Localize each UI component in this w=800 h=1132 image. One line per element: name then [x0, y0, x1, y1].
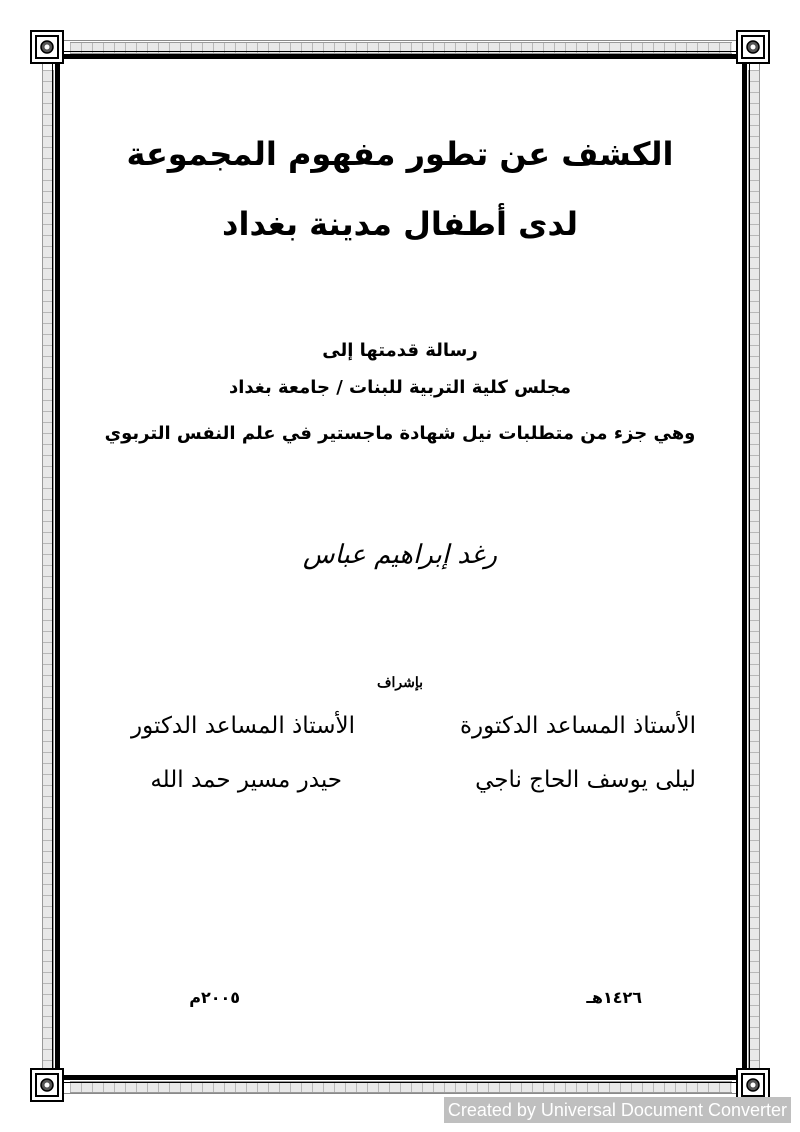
submission-purpose: وهي جزء من متطلبات نيل شهادة ماجستير في علم النفس التربوي [104, 423, 696, 444]
corner-ornament-icon [736, 30, 770, 64]
corner-ornament-icon [30, 30, 64, 64]
right-supervisor-rank: الأستاذ المساعد الدكتورة [459, 713, 696, 739]
thesis-title-line-2: لدى أطفال مدينة بغداد [222, 205, 578, 243]
thesis-title-line-1: الكشف عن تطور مفهوم المجموعة [126, 135, 674, 173]
submission-intro: رسالة قدمتها إلى [322, 340, 478, 361]
left-supervisor-name: حيدر مسير حمد الله [150, 767, 342, 793]
right-supervisor-name: ليلى يوسف الحاج ناجي [475, 767, 696, 793]
converter-watermark: Created by Universal Document Converter [444, 1097, 791, 1123]
corner-ornament-icon [30, 1068, 64, 1102]
border-strip-top [70, 42, 732, 54]
supervision-label: بإشراف [376, 675, 424, 691]
submission-council: مجلس كلية التربية للبنات / جامعة بغداد [229, 377, 571, 398]
left-supervisor-rank: الأستاذ المساعد الدكتور [131, 713, 355, 739]
gregorian-date: ٢٠٠٥م [189, 988, 240, 1007]
hijri-date: ١٤٢٦هـ [586, 988, 642, 1007]
author-name: رغد إبراهيم عباس [302, 540, 498, 570]
border-strip-bottom [70, 1081, 732, 1093]
